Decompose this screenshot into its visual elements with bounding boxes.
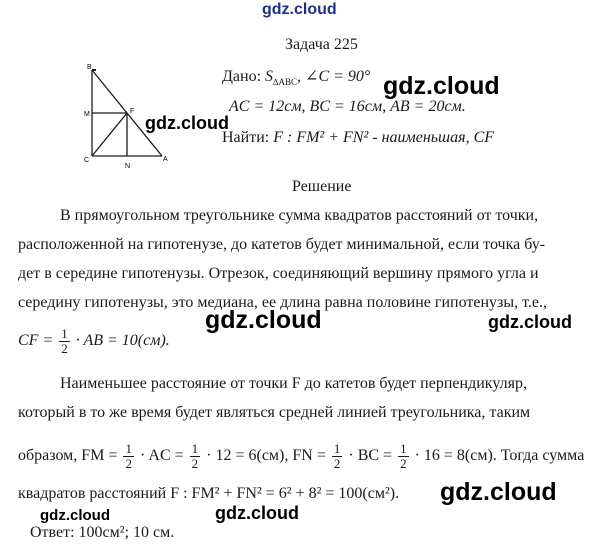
watermark-mid-right: gdz.cloud [488,312,572,332]
p1-line-1: В прямоугольном треугольнике сумма квадратов расстояний от точки, [60,207,539,224]
p1-line-3: дет в середине гипотенузы. Отрезок, соединяющий вершину прямого угла и [18,265,539,282]
fm-left: образом, FM = [18,447,118,465]
label-m: M [84,111,90,118]
given-line-1 [222,66,370,87]
frac-den: 2 [191,456,199,471]
cf-formula [18,327,170,356]
given-sides: AC = 12см, BC = 16см, AB = 20см. [229,98,466,115]
fn-frac-1 [332,442,343,471]
watermark-top: gdz.cloud [262,1,337,18]
fn-right: · 16 = 8(см). Тогда сумма [414,447,585,465]
p1-line-4: середину гипотенузы, это медиана, ее длина равна половине гипотенузы, т.е., [18,294,547,311]
frac-den: 2 [400,456,407,471]
cf-den: 2 [61,341,68,356]
watermark-figure: gdz.cloud [145,113,229,133]
find-text: F : FM² + FN² - наименьшая, CF [273,129,495,146]
task-title: Задача 225 [285,36,358,53]
fm-mid: · AC = [139,447,184,465]
given-s-sub: ∆ABC [273,77,298,88]
fm-frac-1 [123,442,134,471]
find-line [222,129,494,147]
cf-right: · AB = 10(см). [75,332,170,350]
frac-den: 2 [333,456,341,471]
label-n: N [125,163,131,170]
label-c: C [84,157,90,164]
cf-num: 1 [61,326,68,341]
label-b: B [87,64,92,71]
fn-mid: · BC = [348,447,393,465]
fm-frac-2 [190,442,201,471]
given-s: S [265,68,274,85]
watermark-bottom-right: gdz.cloud [440,478,557,506]
cf-left: CF = [18,332,54,350]
watermark-bottom-center: gdz.cloud [215,503,299,523]
p2-line-2: который в то же время будет являться средней линией треугольника, таким [18,404,531,421]
cf-fraction [59,327,70,356]
answer-line: Ответ: 100см²; 10 см. [30,524,175,541]
watermark-right-top: gdz.cloud [383,72,500,100]
find-label: Найти: [222,129,270,146]
watermark-mid-center: gdz.cloud [205,306,322,334]
watermark-bottom-left: gdz.cloud [40,507,110,524]
segment-cf [92,113,127,156]
frac-num: 1 [333,441,341,456]
p2-line-3 [18,442,584,471]
solution-heading: Решение [292,178,352,195]
label-a: A [163,156,168,163]
given-angle: , ∠C = 90° [297,68,371,85]
fn-frac-2 [398,442,409,471]
frac-num: 1 [400,441,407,456]
p2-line-1: Наименьшее расстояние от точки F до катетов будет перпендикуляр, [60,375,527,392]
given-label: Дано: [222,68,262,85]
frac-den: 2 [125,456,132,471]
p2-line-4: квадратов расстояний F : FM² + FN² = 6² + 8² = 100(см²). [18,485,400,502]
fm-right: · 12 = 6(см), FN = [206,447,326,465]
frac-num: 1 [125,441,132,456]
label-f: F [130,108,135,115]
given-line-2 [229,98,466,116]
frac-num: 1 [191,441,199,456]
triangle-figure [80,60,175,178]
p1-line-2: расположенной на гипотенузе, до катетов будет минимальной, если точка бу- [18,236,546,253]
